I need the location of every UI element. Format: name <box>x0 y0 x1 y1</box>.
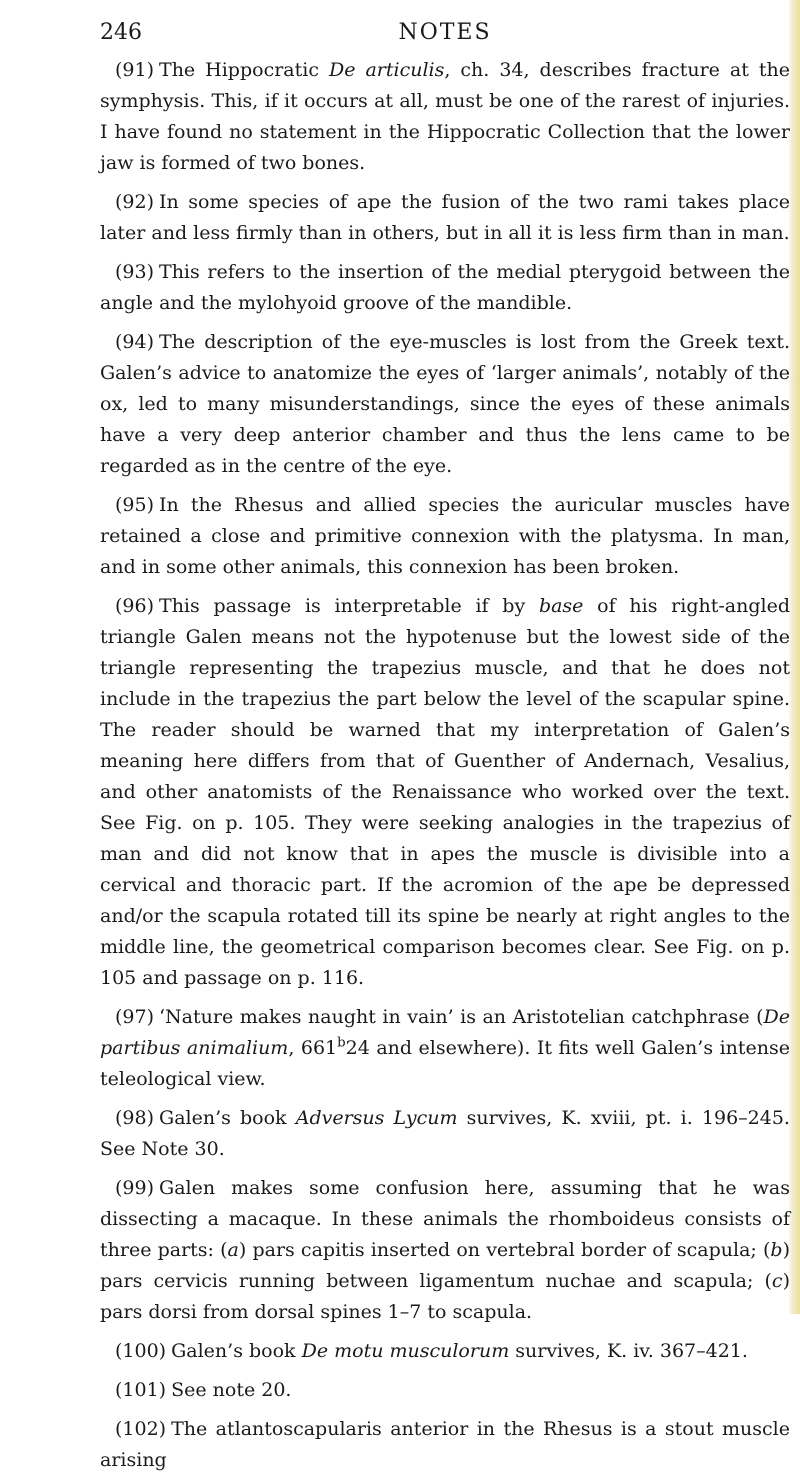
note-text: This refers to the insertion of the medial pterygoid between the angle and the mylohyoid groove of the mandible. <box>100 261 790 314</box>
note-text: The Hippocratic <box>159 59 329 81</box>
note-text: , ch. 34, describes fracture at the symphysis. This, if it occurs at all, must be one of the rarest of injuries. I have found no statement in the Hippocratic Collection that the lower jaw is formed of two bones. <box>100 59 791 174</box>
note-text: The atlantoscapularis anterior in the Rhesus is a stout muscle arising <box>100 1418 790 1471</box>
italic-text: a <box>227 1239 239 1261</box>
note-number: (99) <box>115 1177 155 1199</box>
note-number: (93) <box>115 261 155 283</box>
note-text: , 661 <box>288 1037 338 1059</box>
italic-text: b <box>770 1239 783 1261</box>
note-text: of his right-angled triangle Galen means not the hypotenuse but the lowest side of the triangle representing the trapezius muscle, and that he does not include in the trapezius the part below the level of the scapular spine. The reader should be warned that my interpretation of Galen’s meaning here differs from that of Guenther of Andernach, Vesalius, and other anatomists of the Renaissance who worked over the text. See Fig. on p. 105. They were seeking analogies in the trapezius of man and did not know that in apes the muscle is divisible into a cervical and thoracic part. If the acromion of the ape be depressed and/or the scapula rotated till its spine be nearly at right angles to the middle line, the geometrical comparison becomes clear. See Fig. on p. 105 and passage on p. 116. <box>100 595 790 989</box>
note-number: (95) <box>115 494 155 516</box>
note-number: (92) <box>115 191 155 213</box>
note-text: See note 20. <box>171 1379 292 1401</box>
note-text: In the Rhesus and allied species the auricular muscles have retained a close and primitive connexion with the platysma. In man, and in some other animals, this connexion has been broken. <box>100 494 790 578</box>
running-title: NOTES <box>398 20 492 45</box>
note-paragraph <box>100 257 790 319</box>
note-text: The description of the eye-muscles is lost from the Greek text. Galen’s advice to anatomize the eyes of ‘larger animals’, notably of the ox, led to many misunderstandings, since the eyes of these animals have a very deep anterior chamber and thus the lens came to be regarded as in the centre of the eye. <box>100 331 790 477</box>
note-paragraph <box>100 55 790 179</box>
note-number: (102) <box>115 1418 167 1440</box>
note-paragraph <box>100 1414 790 1476</box>
note-text: Galen’s book <box>171 1340 302 1362</box>
page-header <box>100 18 790 48</box>
note-paragraph <box>100 1375 790 1406</box>
note-text: Galen’s book <box>159 1107 296 1129</box>
italic-text: De articulis <box>328 59 445 81</box>
italic-text: base <box>538 595 584 617</box>
note-text: 24 and elsewhere). It fits well Galen’s intense teleological view. <box>100 1037 790 1090</box>
italic-text: c <box>771 1270 783 1292</box>
note-paragraph <box>100 490 790 583</box>
note-text: survives, K. iv. 367–421. <box>509 1340 748 1362</box>
note-paragraph <box>100 1002 790 1095</box>
superscript: b <box>337 1035 346 1051</box>
note-text: Galen makes some confusion here, assuming that he was dissecting a macaque. In these animals the rhomboideus consists of three parts: ( <box>100 1177 790 1261</box>
page-number: 246 <box>100 20 142 45</box>
notes-list <box>100 55 790 1476</box>
note-text: ) pars capitis inserted on vertebral border of scapula; ( <box>238 1239 771 1261</box>
note-number: (91) <box>115 59 155 81</box>
note-text: In some species of ape the fusion of the two rami takes place later and less firmly than in others, but in all it is less firm than in man. <box>100 191 790 244</box>
note-paragraph <box>100 1336 790 1367</box>
note-number: (101) <box>115 1379 167 1401</box>
note-number: (97) <box>115 1006 155 1028</box>
note-text: This passage is interpretable if by <box>159 595 539 617</box>
note-number: (94) <box>115 331 155 353</box>
note-paragraph <box>100 1103 790 1165</box>
note-number: (96) <box>115 595 155 617</box>
note-text: survives, K. xviii, pt. i. 196–245. See Note 30. <box>100 1107 790 1160</box>
note-text: ‘Nature makes naught in vain’ is an Aristotelian catchphrase ( <box>159 1006 764 1028</box>
italic-text: De partibus animalium <box>100 1006 790 1059</box>
note-paragraph <box>100 187 790 249</box>
italic-text: Adversus Lycum <box>295 1107 458 1129</box>
note-text: ) pars dorsi from dorsal spines 1–7 to scapula. <box>100 1270 790 1323</box>
note-text: ) pars cervicis running between ligamentum nuchae and scapula; ( <box>100 1239 790 1292</box>
note-paragraph <box>100 327 790 482</box>
book-page <box>100 18 790 1484</box>
italic-text: De motu musculorum <box>301 1340 510 1362</box>
note-paragraph <box>100 1173 790 1328</box>
note-number: (100) <box>115 1340 167 1362</box>
note-number: (98) <box>115 1107 155 1129</box>
note-paragraph <box>100 591 790 994</box>
